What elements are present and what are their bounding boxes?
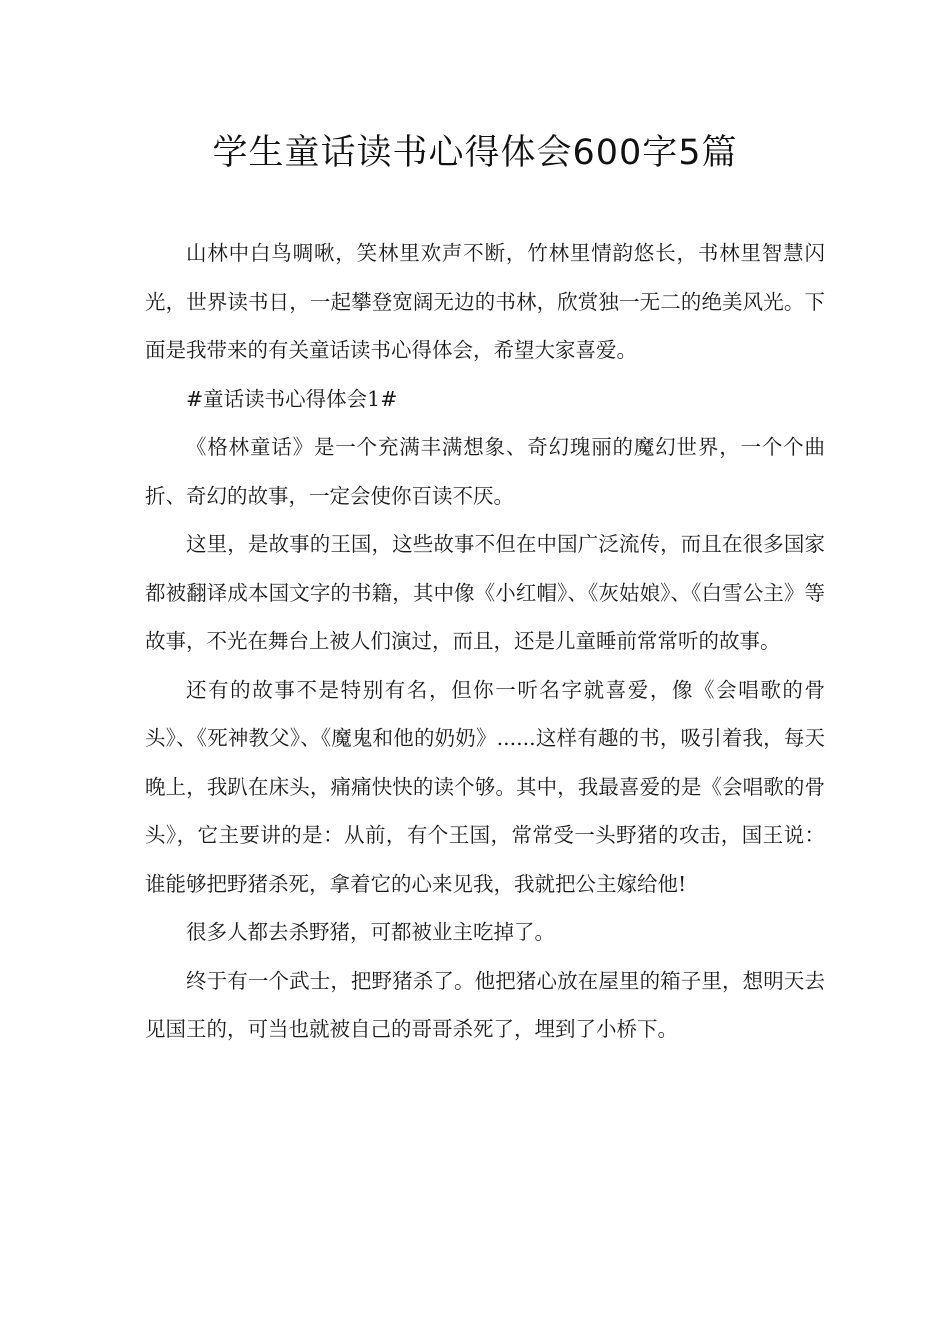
paragraph: 这里，是故事的王国，这些故事不但在中国广泛流传，而且在很多国家都被翻译成本国文字的书籍，其中像《小红帽》、《灰姑娘》、《白雪公主》等故事，不光在舞台上被人们演过，而且，还是儿童睡前常常听的故事。 <box>145 532 825 653</box>
document-body <box>145 229 825 1054</box>
document-title: 学生童话读书心得体会600字5篇 <box>212 133 738 173</box>
paragraph: 还有的故事不是特别有名，但你一听名字就喜爱，像《会唱歌的骨头》、《死神教父》、《魔鬼和他的奶奶》......这样有趣的书，吸引着我，每天晚上，我趴在床头，痛痛快快的读个够。其中，我最喜爱的是《会唱歌的骨头》，它主要讲的是：从前，有个王国，常常受一头野猪的攻击，国王说：谁能够把野猪杀死，拿着它的心来见我，我就把公主嫁给他! <box>145 677 825 896</box>
paragraph-intro: 山林中白鸟啁啾，笑林里欢声不断，竹林里情韵悠长，书林里智慧闪光，世界读书日，一起攀登宽阔无边的书林，欣赏独一无二的绝美风光。下面是我带来的有关童话读书心得体会，希望大家喜爱。 <box>145 241 825 362</box>
section-heading: #童话读书心得体会1# <box>186 386 398 411</box>
paragraph: 很多人都去杀野猪，可都被业主吃掉了。 <box>186 920 555 944</box>
paragraph: 《格林童话》是一个充满丰满想象、奇幻瑰丽的魔幻世界，一个个曲折、奇幻的故事，一定会使你百读不厌。 <box>145 435 825 508</box>
paragraph: 终于有一个武士，把野猪杀了。他把猪心放在屋里的箱子里，想明天去见国王的，可当也就被自己的哥哥杀死了，埋到了小桥下。 <box>145 968 825 1041</box>
